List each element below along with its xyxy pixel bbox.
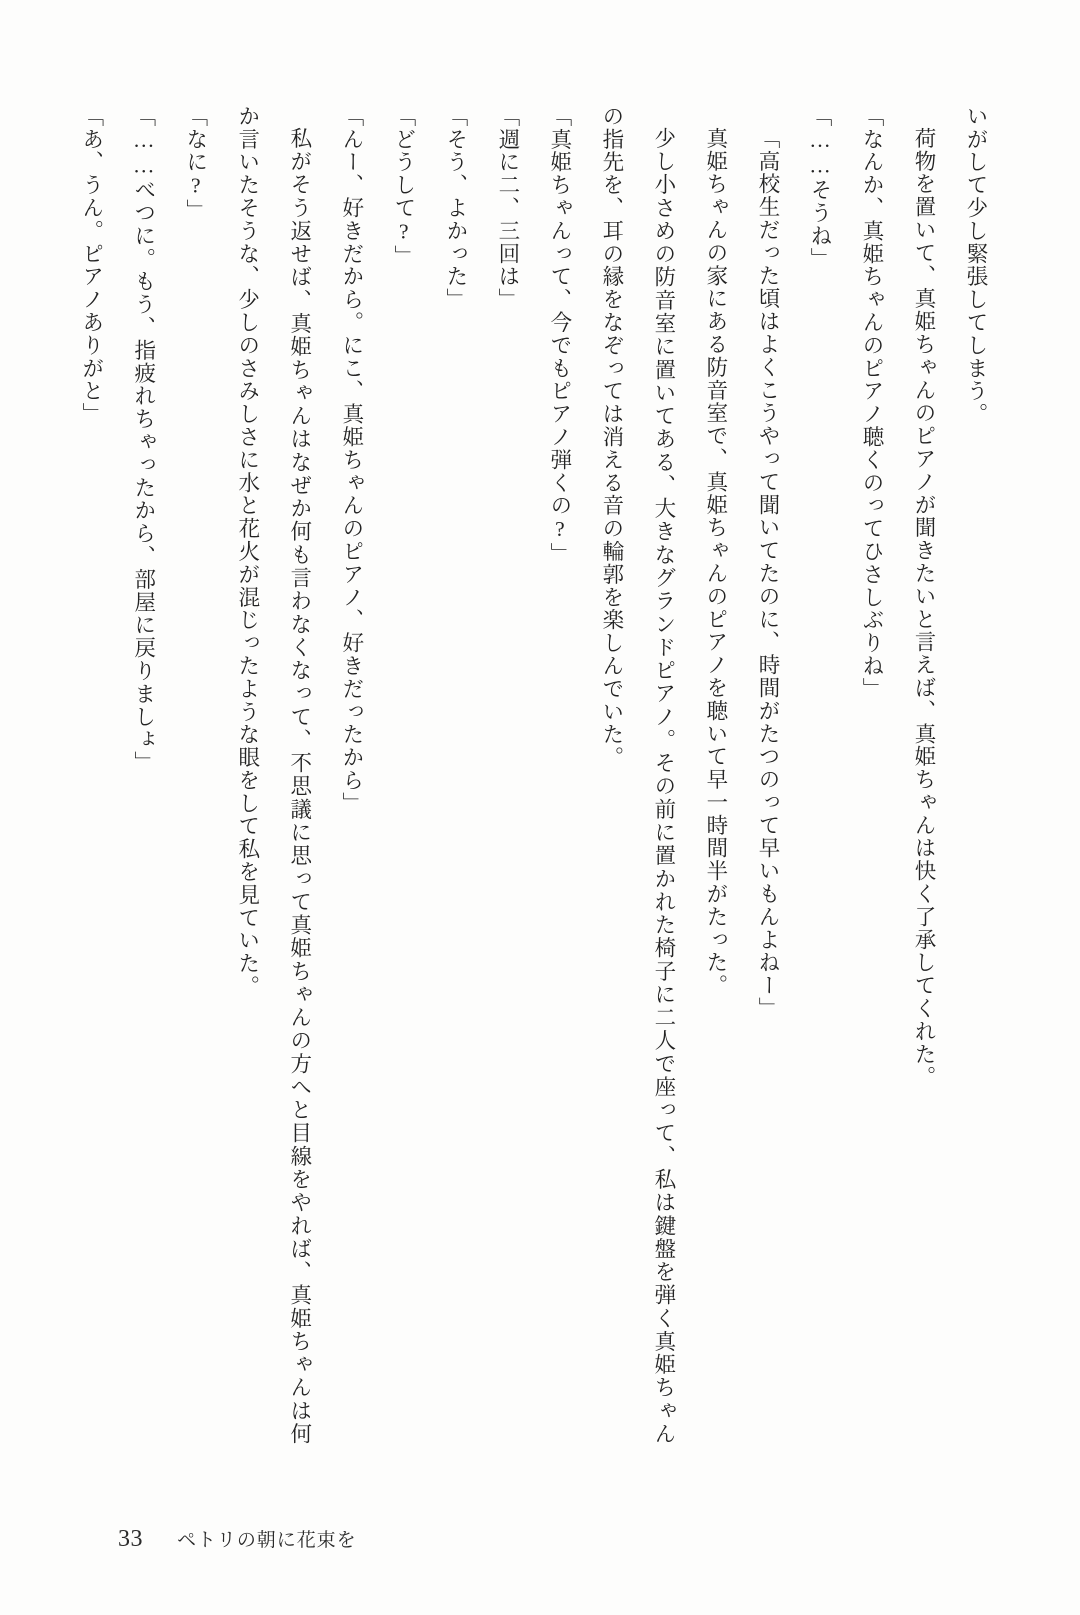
paragraph: 「真姫ちゃんって、今でもピアノ弾くの?」	[547, 105, 572, 566]
paragraph: いがして少し緊張してしまう。	[964, 105, 988, 426]
paragraph: 少し小さめの防音室に置いてある、大きなグランドピアノ。その前に置かれた椅子に二人で座って、私は鍵盤を弾く真姫ちゃんの指先を、耳の縁をなぞっては消える音の輪郭を楽しんでいた。	[599, 105, 676, 1445]
paragraph: 「んー、好きだから。にこ、真姫ちゃんのピアノ、好きだったから」	[339, 105, 364, 815]
paragraph: 「そう、よかった」	[443, 105, 468, 312]
paragraph: 「どうして?」	[391, 105, 416, 268]
page-number: 33	[118, 1526, 143, 1552]
paragraph: 「高校生だった頃はよくこうやって聞いてたのに、時間がたつのって早いもんよねー」	[755, 126, 780, 1020]
paragraph: 真姫ちゃんの家にある防音室で、真姫ちゃんのピアノを聴いて早一時間半がたった。	[703, 126, 728, 997]
paragraph: 「あ、うん。ピアノありがと」	[79, 105, 104, 426]
paragraph: 私がそう返せば、真姫ちゃんはなぜか何も言わなくなって、不思議に思って真姫ちゃんの方へと目線をやれば、真姫ちゃんは何か言いたそうな、少しのさみしさに水と花火が混じったような眼をして私を見ていた。	[235, 105, 312, 1445]
page-footer	[0, 1525, 1080, 1553]
running-title: ペトリの朝に花束を	[176, 1530, 357, 1551]
body-text-vertical	[79, 105, 1002, 1445]
paragraph: 「週に二、三回は」	[495, 105, 520, 312]
paragraph: 荷物を置いて、真姫ちゃんのピアノが聞きたいと言えば、真姫ちゃんは快く了承してくれた。	[911, 126, 936, 1089]
paragraph: 「なんか、真姫ちゃんのピアノ聴くのってひさしぶりね」	[859, 105, 884, 701]
paragraph: 「なに?」	[183, 105, 208, 222]
paragraph: 「……べつに。もう、指疲れちゃったから、部屋に戻りましょ」	[131, 105, 156, 775]
paragraph: 「……そうね」	[807, 105, 832, 271]
